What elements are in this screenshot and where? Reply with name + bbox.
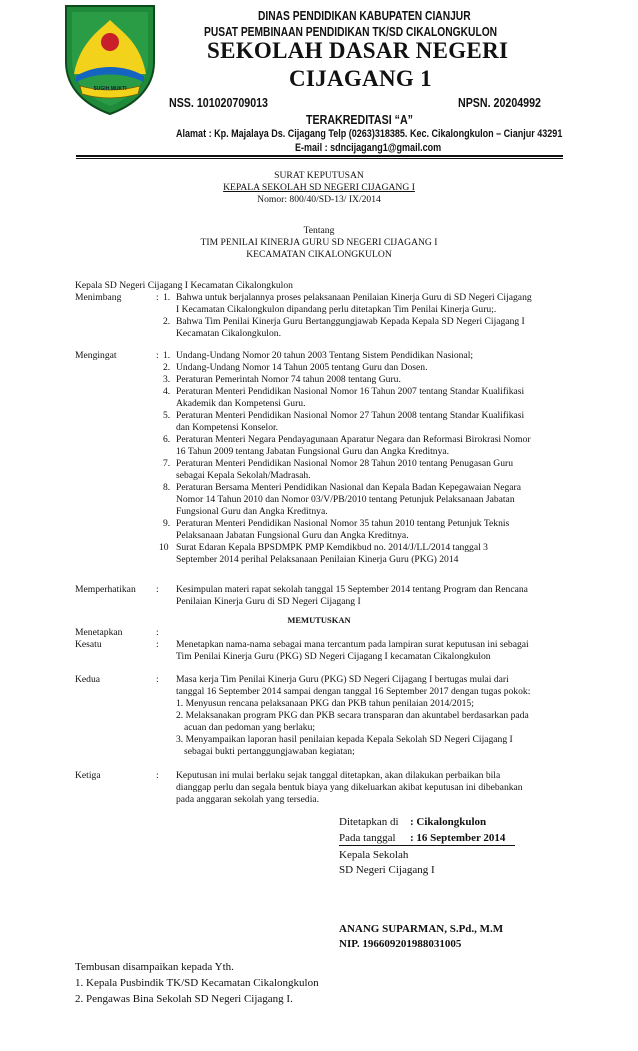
mengingat-line: Peraturan Menteri Pendidikan Nasional Nomor 28 Tahun 2010 tentang Penugasan Guru [176,458,513,469]
menimbang-line: Bahwa Tim Penilai Kinerja Guru Bertanggungjawab Kepada Kepala SD Negeri Cijagang I [176,316,525,327]
mengingat-item [176,374,638,386]
mengingat-no: 8. [163,482,171,493]
tembusan-title: Tembusan disampaikan kepada Yth. [75,961,234,973]
title-kepala-sekolah: KEPALA SEKOLAH SD NEGERI CIJAGANG I [223,182,415,193]
kedua-colon: : [156,674,159,685]
ketiga-line: dianggap perlu dan segala bentuk biaya yang dikeluarkan akibat keputusan ini dibebankan [176,782,523,793]
tembusan-item: 1. Kepala Pusbindik TK/SD Kecamatan Cikalongkulon [75,977,319,989]
kop-email: E-mail : sdncijagang1@gmail.com [295,142,442,154]
school-emblem [60,2,160,116]
mengingat-item [176,482,638,518]
kesatu-text [176,639,638,663]
menimbang-line: Kecamatan Cikalongkulon. [176,328,281,339]
mengingat-line: September 2014 perihal Pelaksanaan Penilaian Kinerja Guru (PKG) 2014 [176,554,459,565]
mengingat-no: 7. [163,458,171,469]
menimbang-line: I Kecamatan Cikalongkulon dipandang perlu ditetapkan Tim Penilai Kinerja Guru;. [176,304,497,315]
kesatu-line: Menetapkan nama-nama sebagai mana tercantum pada lampiran surat keputusan ini sebagai [176,639,529,650]
ditetapkan-label: Ditetapkan di [339,816,399,828]
kedua-task-cont: acuan dan pedoman yang berlaku; [184,722,316,733]
emblem-motto: SUGIH MUKTI [93,86,127,92]
signer-name: ANANG SUPARMAN, S.Pd., M.M [339,923,504,935]
mengingat-line: Peraturan Menteri Pendidikan Nasional Nomor 16 Tahun 2007 tentang Standar Kualifikasi [176,386,525,397]
school-name-1: SEKOLAH DASAR NEGERI [207,38,509,63]
kedua-line: Masa kerja Tim Penilai Kinerja Guru (PKG) SD Negeri Cijagang I bertugas mulai dari [176,674,509,685]
npsn-number: NPSN. 20204992 [458,95,541,110]
tembusan-item: 2. Pengawas Bina Sekolah SD Negeri Cijagang I. [75,993,293,1005]
title-surat-keputusan: SURAT KEPUTUSAN [274,170,364,181]
menetapkan-colon: : [156,627,159,638]
kedua-line: tanggal 16 September 2014 sampai dengan tanggal 16 September 2017 dengan tugas pokok: [176,686,531,697]
school-name-2: CIJAGANG 1 [289,66,432,91]
menetapkan-label: Menetapkan [75,627,123,638]
memperhatikan-text [176,584,638,608]
mengingat-no: 6. [163,434,171,445]
jabatan-line-2: SD Negeri Cijagang I [339,864,435,876]
mengingat-line: Akademik dan Kompetensi Guru. [176,398,306,409]
memperhatikan-line: Penilaian Kinerja Guru di SD Negeri Cijagang I [176,596,361,607]
ketiga-line: Keputusan ini mulai berlaku sejak tanggal ditetapkan, akan dilakukan perbaikan bila [176,770,501,781]
section-menimbang [75,292,565,348]
mengingat-item [176,386,638,410]
ditetapkan-value: : Cikalongkulon [410,816,487,828]
mengingat-no: 5. [163,410,171,421]
ketiga-label: Ketiga [75,770,101,781]
kesatu-colon: : [156,639,159,650]
menimbang-no: 2. [163,316,171,327]
mengingat-line: Undang-Undang Nomor 20 tahun 2003 Tentang Sistem Pendidikan Nasional; [176,350,474,361]
tembusan-block [75,959,319,1007]
mengingat-line: Pelaksanaan Jabatan Fungsional Guru dan Angka Kreditnya. [176,530,409,541]
section-menetapkan [75,627,565,639]
mengingat-line: Peraturan Pemerintah Nomor 74 tahun 2008 tentang Guru. [176,374,401,385]
section-ketiga [75,770,565,808]
title-kecamatan: KECAMATAN CIKALONGKULON [246,249,392,260]
ketiga-line: pada anggaran sekolah yang tersedia. [176,794,320,805]
menimbang-no: 1. [163,292,171,303]
mengingat-no: 3. [163,374,171,385]
kop-line-2: PUSAT PEMBINAAN PENDIDIKAN TK/SD CIKALONGKULON [204,25,498,39]
menimbang-line: Bahwa untuk berjalannya proses pelaksanaan Penilaian Kinerja Guru di SD Negeri Cijagang [176,292,532,303]
ketiga-text [176,770,638,806]
section-mengingat [75,350,565,570]
memperhatikan-label: Memperhatikan [75,584,136,595]
mengingat-no: 4. [163,386,171,397]
mengingat-line: Peraturan Menteri Pendidikan Nasional Nomor 27 Tahun 2008 tentang Standar Kualifikasi [176,410,525,421]
mengingat-line: Fungsional Guru dan Angka Kreditnya. [176,506,328,517]
signature-block [339,815,569,965]
mengingat-no: 10 [159,542,169,553]
title-tentang: Tentang [303,225,335,236]
kesatu-label: Kesatu [75,639,102,650]
title-nomor: Nomor: 800/40/SD-13/ IX/2014 [257,194,381,205]
mengingat-line: Peraturan Menteri Negara Pendayagunaan Aparatur Negara dan Reformasi Birokrasi Nomor [176,434,531,445]
mengingat-item [176,410,638,434]
memperhatikan-colon: : [156,584,159,595]
mengingat-no: 1. [163,350,171,361]
kedua-label: Kedua [75,674,101,685]
kesatu-line: Tim Penilai Kinerja Guru (PKG) SD Negeri Cijagang I kecamatan Cikalongkulon [176,651,491,662]
tanggal-value: : 16 September 2014 [410,832,506,844]
mengingat-line: Peraturan Bersama Menteri Pendidikan Nasional dan Kepala Badan Kepegawaian Negara [176,482,521,493]
mengingat-line: Nomor 14 Tahun 2010 dan Nomor 03/V/PB/2010 tentang Petunjuk Pelaksanaan Jabatan [176,494,515,505]
mengingat-item [176,542,638,566]
mengingat-line: Undang-Undang Nomor 14 Tahun 2005 tentang Guru dan Dosen. [176,362,428,373]
mengingat-item [176,434,638,458]
mengingat-item [176,458,638,482]
title-tim-penilai: TIM PENILAI KINERJA GURU SD NEGERI CIJAGANG I [200,237,438,248]
section-kedua [75,674,565,760]
menimbang-label: Menimbang [75,292,122,303]
mengingat-line: Surat Edaran Kepala BPSDMPK PMP Kemdikbud no. 2014/J/LL/2014 tanggal 3 [176,542,488,553]
kedua-text [176,674,638,758]
kedua-task-cont: sebagai bukti pertanggungjawaban kegiatan; [184,746,355,757]
mengingat-line: 16 Tahun 2009 tentang Jabatan Fungsional Guru dan Angka Kreditnya. [176,446,450,457]
jabatan-line-1: Kepala Sekolah [339,849,409,861]
menimbang-item [176,316,638,340]
tanggal-label: Pada tanggal [339,832,396,844]
kedua-task: 1. Menyusun rencana pelaksanaan PKG dan PKB tahun penilaian 2014/2015; [176,698,474,709]
tanggal-row [339,831,515,846]
section-memperhatikan [75,584,565,610]
mengingat-item [176,362,638,374]
kop-divider [76,155,563,159]
signer-nip: NIP. 196609201988031005 [339,938,462,950]
mengingat-no: 9. [163,518,171,529]
nss-number: NSS. 101020709013 [169,95,268,110]
kedua-task: 2. Melaksanakan program PKG dan PKB secara transparan dan akuntabel berdasarkan pada [176,710,529,721]
mengingat-item [176,518,638,542]
mengingat-colon: : [156,350,159,361]
kop-line-1: DINAS PENDIDIKAN KABUPATEN CIANJUR [258,9,471,23]
memutuskan-heading: MEMUTUSKAN [287,615,351,625]
kop-alamat: Alamat : Kp. Majalaya Ds. Cijagang Telp (0263)318385. Kec. Cikalongkulon – Cianjur 43291 [176,128,563,140]
mengingat-item [176,350,638,362]
memperhatikan-line: Kesimpulan materi rapat sekolah tanggal 15 September 2014 tentang Program dan Rencana [176,584,528,595]
mengingat-label: Mengingat [75,350,117,361]
ketiga-colon: : [156,770,159,781]
mengingat-no: 2. [163,362,171,373]
mengingat-line: Peraturan Menteri Pendidikan Nasional Nomor 35 tahun 2010 tentang Petunjuk Teknis [176,518,510,529]
mengingat-line: sebagai Kepala Sekolah/Madrasah. [176,470,311,481]
section-kesatu [75,639,565,665]
akreditasi: TERAKREDITASI “A” [306,112,413,127]
kedua-task: 3. Menyampaikan laporan hasil penilaian kepada Kepala Sekolah SD Negeri Cijagang I [176,734,513,745]
menimbang-item [176,292,638,316]
opening-line: Kepala SD Negeri Cijagang I Kecamatan Cikalongkulon [75,280,293,291]
mengingat-line: dan Kompetensi Konselor. [176,422,279,433]
menimbang-colon: : [156,292,159,303]
